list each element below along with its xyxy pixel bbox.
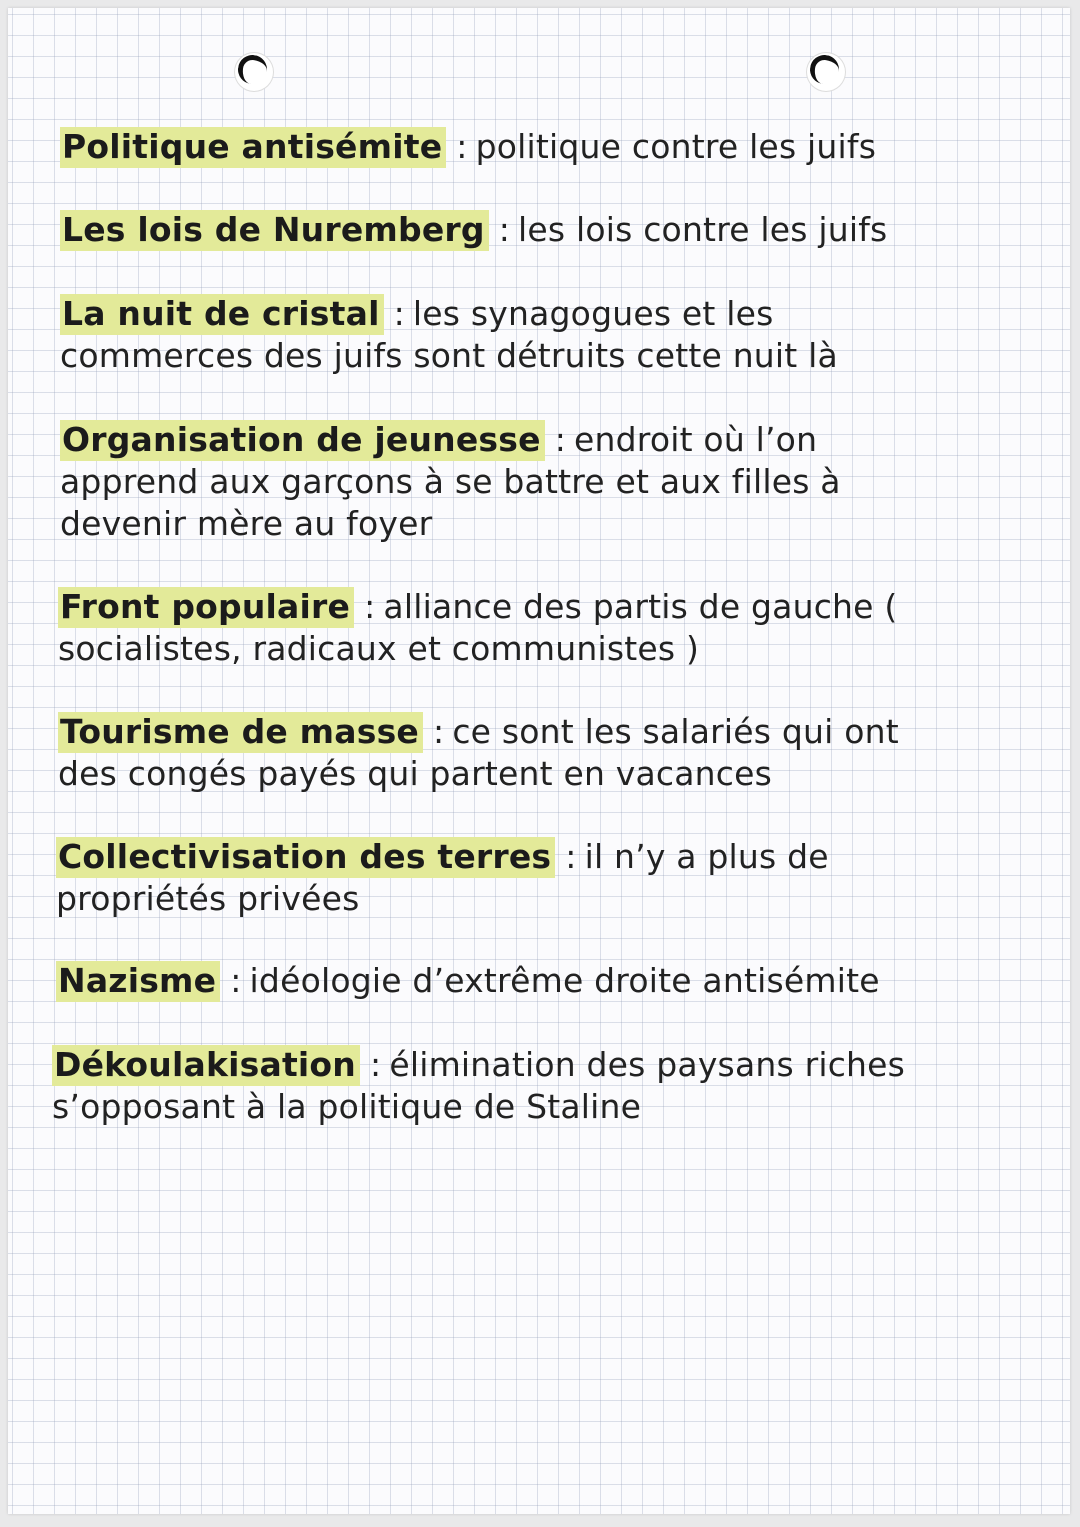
separator: :: [456, 127, 468, 166]
glossary-entry: [58, 711, 958, 795]
glossary-term: Organisation de jeunesse: [60, 420, 545, 461]
glossary-entry: [60, 419, 890, 545]
glossary-definition: élimination des paysans riches s’opposant à la politique de Staline: [52, 1045, 906, 1126]
glossary-term: La nuit de cristal: [60, 294, 384, 335]
glossary-definition: il n’y a plus de propriétés privées: [56, 837, 829, 918]
glossary-entry: [56, 960, 956, 1002]
glossary-term: Les lois de Nuremberg: [60, 210, 489, 251]
glossary-term: Politique antisémite: [60, 127, 446, 168]
separator: :: [364, 587, 376, 626]
glossary-entry: [56, 836, 896, 920]
glossary-term: Dékoulakisation: [52, 1045, 360, 1086]
glossary-term: Nazisme: [56, 961, 220, 1002]
separator: :: [230, 961, 242, 1000]
glossary-entry: [60, 209, 960, 251]
glossary-definition: idéologie d’extrême droite antisémite: [249, 961, 880, 1000]
separator: :: [433, 712, 445, 751]
separator: :: [554, 420, 567, 459]
glossary-definition: alliance des partis de gauche ( socialistes, radicaux et communistes ): [58, 587, 898, 668]
glossary-entry: [58, 586, 958, 670]
glossary-entry: [52, 1044, 962, 1128]
glossary-term: Front populaire: [58, 587, 354, 628]
glossary-entry: [60, 293, 880, 377]
glossary-entry: [60, 126, 960, 168]
separator: :: [565, 837, 577, 876]
graph-paper-sheet: [8, 8, 1070, 1514]
glossary-definition: politique contre les juifs: [475, 127, 877, 166]
glossary-definition: ce sont les salariés qui ont des congés payés qui partent en vacances: [58, 712, 899, 793]
glossary-definition: les synagogues et les commerces des juifs sont détruits cette nuit là: [60, 294, 838, 375]
separator: :: [393, 294, 405, 333]
glossary-definition: endroit où l’on apprend aux garçons à se battre et aux filles à devenir mère au foyer: [60, 420, 841, 543]
separator: :: [498, 210, 511, 249]
glossary-definition: les lois contre les juifs: [518, 210, 888, 249]
glossary-term: Collectivisation des terres: [56, 837, 555, 878]
separator: :: [370, 1045, 382, 1084]
glossary-term: Tourisme de masse: [58, 712, 423, 753]
glossary-list: [8, 8, 1070, 1514]
